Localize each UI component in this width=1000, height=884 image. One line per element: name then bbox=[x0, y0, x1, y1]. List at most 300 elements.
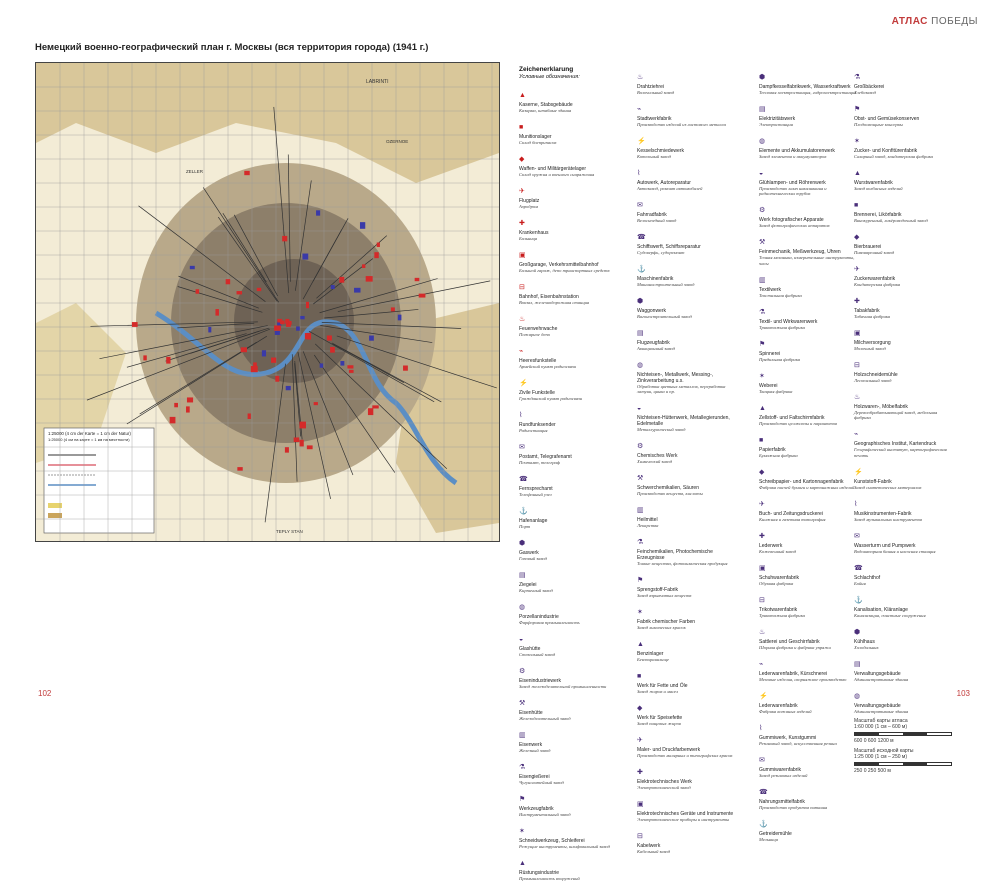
legend-heading: Zeichenerklarung bbox=[519, 66, 574, 73]
legend-item bbox=[759, 781, 857, 810]
legend-label-de: Kesselschmiedewerk bbox=[637, 148, 684, 154]
legend-label-ru: Меховые изделия, скорняжное производство bbox=[759, 676, 847, 682]
legend-label-ru: Ткацкая фабрика bbox=[759, 388, 793, 394]
legend-item bbox=[759, 130, 857, 159]
legend-item bbox=[637, 226, 735, 255]
legend-item bbox=[759, 685, 857, 714]
legend-label-ru: Вагоностроительный завод bbox=[637, 314, 692, 319]
legend-item bbox=[637, 397, 735, 432]
legend-label-ru: Завод фотографических аппаратов bbox=[759, 223, 830, 229]
legend-label-de: Feinchemikalien, Photochemische Erzeugnisse bbox=[637, 549, 713, 562]
map-facility-marker bbox=[285, 447, 289, 452]
legend-label-de: Weberei bbox=[759, 382, 778, 389]
legend-label-ru: Автозавод, ремонт автомобилей bbox=[637, 186, 703, 191]
legend-label-ru: Производство продуктов питания bbox=[759, 804, 828, 810]
lamp-icon: ◒ bbox=[759, 170, 764, 177]
legend-item bbox=[637, 569, 735, 598]
legend-item bbox=[854, 194, 952, 223]
legend-item bbox=[519, 596, 617, 625]
legend-item bbox=[637, 162, 735, 191]
bicycle-icon: ✉ bbox=[637, 202, 643, 209]
map-facility-marker bbox=[237, 291, 243, 294]
ammo-icon: ■ bbox=[519, 123, 524, 131]
iron-icon: ⚙ bbox=[519, 667, 526, 675]
rail-icon: ⊟ bbox=[519, 283, 525, 291]
legend-label-ru: Вокзал, железнодорожная станция bbox=[519, 299, 590, 305]
milk-icon: ▣ bbox=[854, 330, 861, 337]
admin-icon: ▤ bbox=[854, 660, 861, 668]
legend-item bbox=[759, 621, 857, 650]
legend-label-de: Großbäckerei bbox=[854, 84, 885, 90]
legend-label-ru: Производство целлюлозы и парашютов bbox=[759, 420, 837, 426]
scale-atlas-label: 1:60 000 (1 см – 600 м) bbox=[854, 724, 908, 731]
map-facility-marker bbox=[174, 403, 178, 407]
legend-label-de: Brennerei, Likörfabrik bbox=[854, 212, 902, 218]
map-facility-marker bbox=[274, 325, 281, 330]
map-facility-marker bbox=[307, 445, 313, 449]
legend-label-ru: Шорная фабрика и фабрика упряжи bbox=[759, 644, 831, 650]
brand-red: АТЛАС bbox=[891, 16, 928, 27]
legend-label-de: Kanalisation, Kläranlage bbox=[854, 606, 908, 613]
legend-column-4 bbox=[854, 66, 952, 774]
metal-icon: ◍ bbox=[637, 362, 644, 369]
legend-item bbox=[637, 290, 735, 319]
legend-label-de: Bierbrauerei bbox=[854, 244, 882, 250]
map-facility-marker bbox=[391, 307, 395, 311]
legend-label-de: Autowerk, Autoreparatur bbox=[637, 180, 691, 186]
electric-icon: ✚ bbox=[637, 769, 643, 777]
tool-icon: ⚑ bbox=[519, 795, 526, 803]
legend-label-ru: Винокуренный, ликёроводочный завод bbox=[854, 218, 928, 223]
shoe-icon: ▣ bbox=[759, 564, 766, 572]
instrument-icon: ▣ bbox=[637, 801, 644, 809]
legend-item bbox=[637, 258, 735, 287]
map-facility-marker bbox=[354, 288, 360, 293]
legend-label-de: Flugplatz bbox=[519, 197, 540, 204]
legend-item bbox=[637, 697, 735, 726]
plane-icon: ▤ bbox=[637, 330, 644, 337]
legend-label-de: Zivile Funkstelle bbox=[519, 389, 555, 396]
legend-label-ru: Завод жиров и масел bbox=[637, 689, 679, 695]
legend-label-ru: Машиностроительный завод bbox=[637, 282, 695, 287]
map-facility-marker bbox=[377, 243, 380, 247]
legend-label-de: Werkzeugfabrik bbox=[519, 805, 554, 812]
map-facility-marker bbox=[366, 276, 373, 282]
plastic-icon: ⚡ bbox=[854, 468, 863, 476]
map-facility-marker bbox=[277, 319, 282, 323]
legend-label-de: Werk für Fette und Öle bbox=[637, 683, 688, 690]
legend-label-de: Fernsprechamt bbox=[519, 485, 553, 492]
map-place-label: ZELLER bbox=[186, 169, 204, 174]
legend-label-de: Glashütte bbox=[519, 645, 541, 652]
legend-label-de: Kühlhaus bbox=[854, 638, 875, 645]
legend-item bbox=[637, 729, 735, 758]
legend-label-de: Schneidwerkzeug, Schleiferei bbox=[519, 837, 585, 844]
map-facility-marker bbox=[419, 294, 426, 298]
legend-item bbox=[519, 340, 617, 369]
map-facility-marker bbox=[368, 408, 373, 415]
legend-label-ru: Лекарства bbox=[637, 523, 659, 529]
legend-heading-ru: Условные обозначения: bbox=[519, 73, 580, 80]
carton-icon: ◆ bbox=[759, 468, 765, 476]
legend-item bbox=[854, 66, 952, 95]
legend-label-ru: Электротехнические приборы и инструменты bbox=[637, 817, 730, 823]
legend-label-ru: Газовый завод bbox=[519, 555, 547, 561]
tricot-icon: ⊟ bbox=[759, 596, 765, 604]
glass-icon: ◒ bbox=[519, 635, 524, 643]
legend-item bbox=[519, 116, 617, 145]
legend-label-ru: Текстильная фабрика bbox=[759, 292, 802, 298]
legend-label-de: Heilmittel bbox=[637, 517, 658, 524]
legend-label-ru: Завод резиновых изделий bbox=[759, 772, 808, 778]
acid-icon: ⚒ bbox=[637, 475, 644, 483]
legend-item bbox=[759, 66, 857, 95]
legend-item bbox=[637, 825, 735, 854]
scale-source bbox=[854, 748, 952, 774]
legend-item bbox=[854, 354, 952, 383]
bakery-icon: ⚗ bbox=[854, 74, 861, 81]
legend-item bbox=[519, 276, 617, 305]
legend-label-ru: Деревообрабатывающий завод, мебельная фабрика bbox=[854, 410, 938, 421]
legend-item bbox=[854, 258, 952, 287]
map-facility-marker bbox=[330, 347, 335, 353]
legend-label-de: Porzellanindustrie bbox=[519, 613, 559, 620]
legend-label-ru: Фарфоровая промышленность bbox=[519, 619, 580, 625]
legend-label-de: Sprengstoff-Fabrik bbox=[637, 587, 679, 594]
legend-label-ru: Металлургический завод bbox=[637, 427, 686, 433]
legend-label-de: Textil- und Wirkwarenwerk bbox=[759, 318, 818, 325]
boiler-icon: ⚡ bbox=[637, 138, 646, 145]
legend-label-ru: Велосипедный завод bbox=[637, 218, 677, 223]
legend-item bbox=[519, 532, 617, 561]
chem-icon: ⚙ bbox=[637, 443, 644, 451]
map-facility-marker bbox=[251, 366, 258, 372]
map-facility-marker bbox=[331, 285, 335, 289]
legend-label-de: Fahrradfabrik bbox=[637, 212, 667, 218]
candy-icon: ✈ bbox=[854, 266, 860, 273]
legend-label-de: Trikotwarenfabrik bbox=[759, 606, 798, 613]
camera-icon: ⚙ bbox=[759, 207, 766, 215]
map-facility-marker bbox=[257, 288, 261, 291]
legend-item bbox=[519, 692, 617, 721]
legend-label-ru: Производство изделий из листового металла bbox=[637, 122, 726, 127]
legend-label-ru: Завод колбасных изделий bbox=[854, 186, 903, 191]
broadcast-icon: ⌇ bbox=[519, 411, 523, 419]
scale-source-title: Масштаб исходной карты bbox=[854, 748, 914, 755]
legend-label-ru: Завод железоделательной промышленности bbox=[519, 683, 607, 689]
legend-label-ru: Завод элементов и аккумуляторов bbox=[759, 154, 827, 159]
machine-icon: ⚓ bbox=[637, 266, 646, 273]
legend-label-de: Textilwerk bbox=[759, 286, 781, 293]
legend-label-de: Verwaltungsgebäude bbox=[854, 702, 901, 709]
gas-icon: ⬢ bbox=[519, 539, 526, 547]
legend-label-ru: Трикотажная фабрика bbox=[759, 324, 805, 330]
map-facility-marker bbox=[286, 386, 291, 390]
legend-label-ru: Котельный завод bbox=[637, 154, 671, 159]
photo-icon: ⚗ bbox=[637, 539, 644, 547]
legend-column-1 bbox=[519, 66, 617, 884]
legend-label-ru: Завод химических красок bbox=[637, 625, 686, 631]
legend-label-ru: Волочильный завод bbox=[637, 90, 675, 95]
legend-label-de: Nahrungsmittelfabrik bbox=[759, 798, 805, 805]
legend-label-de: Nichteisen-Hüttenwerk, Metallegierunden, Edelmetalle bbox=[637, 415, 730, 428]
explosive-icon: ⚑ bbox=[637, 577, 644, 585]
legend-item bbox=[637, 194, 735, 223]
map-facility-marker bbox=[275, 331, 280, 335]
map-facility-marker bbox=[340, 361, 344, 366]
porcelain-icon: ◍ bbox=[519, 603, 526, 611]
legend-label-de: Bahnhof, Eisenbahnstation bbox=[519, 293, 579, 300]
legend-label-de: Rundfunksender bbox=[519, 421, 556, 428]
legend-item bbox=[759, 397, 857, 426]
legend-label-ru: Канализация, очистные сооружения bbox=[854, 612, 926, 618]
legend-item bbox=[854, 589, 952, 618]
legend-item bbox=[519, 436, 617, 465]
legend-label-ru: Почтамт, телеграф bbox=[519, 459, 561, 465]
map-facility-marker bbox=[296, 326, 300, 330]
post-icon: ✉ bbox=[519, 443, 525, 451]
legend-item bbox=[759, 589, 857, 618]
legend-label-ru: Трикотажная фабрика bbox=[759, 612, 805, 618]
legend-label-de: Papierfabrik bbox=[759, 446, 786, 453]
map-facility-marker bbox=[208, 327, 211, 332]
battery-icon: ◍ bbox=[759, 138, 766, 145]
legend-label-de: Glühlampen- und Röhrenwerk bbox=[759, 180, 826, 186]
legend-item bbox=[854, 557, 952, 586]
legend-label-ru: Кондитерская фабрика bbox=[854, 282, 901, 287]
legend-label-de: Drahtziehrei bbox=[637, 84, 664, 90]
legend-item bbox=[759, 365, 857, 394]
sugar-icon: ✶ bbox=[854, 138, 860, 145]
legend-label-de: Elektrizitätswerk bbox=[759, 116, 796, 122]
scale-source-bar bbox=[854, 762, 952, 766]
map-facility-marker bbox=[305, 333, 308, 339]
radio-civil-icon: ⚡ bbox=[519, 379, 528, 387]
paper-icon: ■ bbox=[759, 436, 764, 444]
legend-label-de: Buch- und Zeitungsdruckerei bbox=[759, 510, 823, 517]
legend-item bbox=[637, 793, 735, 822]
legend-label-ru: Судоверфь, судоремонт bbox=[637, 250, 685, 255]
legend-label-de: Gaswerk bbox=[519, 549, 539, 556]
legend-item bbox=[759, 301, 857, 330]
legend-label-de: Wasserturm und Pumpwerk bbox=[854, 542, 916, 549]
legend-label-de: Kunststoff-Fabrik bbox=[854, 478, 892, 485]
legend-item bbox=[854, 162, 952, 191]
map-facility-marker bbox=[316, 210, 320, 215]
grind-icon: ✶ bbox=[519, 827, 525, 835]
saw-icon: ⊟ bbox=[854, 362, 860, 369]
map-facility-marker bbox=[306, 302, 309, 308]
legend-item bbox=[637, 633, 735, 662]
legend-label-ru: Кабельный завод bbox=[637, 849, 671, 855]
legend-item bbox=[637, 601, 735, 630]
legend-item bbox=[854, 226, 952, 255]
cold-icon: ⬢ bbox=[854, 628, 861, 636]
legend-item bbox=[854, 423, 952, 458]
sheet-icon: ⌁ bbox=[637, 106, 642, 113]
map-facility-marker bbox=[299, 422, 306, 429]
saddle-icon: ♨ bbox=[759, 628, 766, 636]
map-facility-marker bbox=[237, 467, 242, 471]
legend-item bbox=[637, 467, 735, 496]
music-icon: ⌇ bbox=[854, 500, 858, 508]
legend-label-ru: Хлебозавод bbox=[854, 90, 876, 95]
legend-label-ru: Завод взрывчатых веществ bbox=[637, 593, 692, 599]
legend-label-ru: Бойня bbox=[854, 580, 866, 586]
foundry-icon: ⚗ bbox=[519, 763, 526, 771]
legend-label-ru: Химический завод bbox=[637, 459, 673, 465]
legend-item bbox=[854, 653, 952, 682]
legend-label-ru: Завод музыкальных инструментов bbox=[854, 516, 922, 522]
legend-label-ru: Тепловая электростанция, гидроэлектростанция bbox=[759, 90, 857, 95]
legend-label-de: Großgarage, Verkehrsmittelbahnhof bbox=[519, 261, 599, 268]
map-facility-marker bbox=[170, 417, 176, 423]
legend-label-ru: Плодоовощные консервы bbox=[854, 122, 903, 127]
legend-label-de: Holzwaren-, Möbelfabrik bbox=[854, 404, 908, 410]
legend-label-de: Verwaltungsgebäude bbox=[854, 670, 901, 677]
map-facility-marker bbox=[132, 322, 138, 327]
legend-label-ru: Завод синтетических материалов bbox=[854, 484, 922, 490]
legend-label-de: Elektrotechnisches Geräte und Instrumente bbox=[637, 811, 734, 818]
legend-label-de: Elemente und Akkumulatorenwerk bbox=[759, 148, 835, 154]
power2-icon: ▤ bbox=[759, 106, 766, 113]
paint-icon: ✶ bbox=[637, 609, 643, 617]
legend-label-de: Zellstoff- und Faltschirmfabrik bbox=[759, 414, 825, 421]
legend-label-de: Maschinenfabrik bbox=[637, 276, 674, 282]
legend-label-de: Holzschneidemühle bbox=[854, 372, 898, 378]
legend-label-ru: Географический институт, картографическая печать bbox=[854, 447, 947, 458]
legend-label-de: Hafenanlage bbox=[519, 517, 548, 524]
legend-label-de: Getreidemühle bbox=[759, 830, 792, 837]
scale-atlas bbox=[854, 718, 952, 744]
map-facility-marker bbox=[300, 440, 304, 447]
sewer-icon: ⚓ bbox=[854, 596, 863, 604]
fur-icon: ⌁ bbox=[759, 660, 764, 668]
map-facility-marker bbox=[275, 376, 279, 382]
map-place-label: TEPLY STAN bbox=[276, 529, 303, 534]
map-facility-marker bbox=[369, 336, 374, 341]
legend-label-ru: Тонкие вещества, фотохимическая продукция bbox=[637, 561, 728, 567]
scale-source-ticks: 250 0 250 500 м bbox=[854, 768, 891, 775]
legend-item bbox=[759, 98, 857, 127]
food-fat-icon: ◆ bbox=[637, 705, 643, 713]
legend-label-ru: Радиостанция bbox=[519, 427, 548, 433]
legend-label-de: Eisenhütte bbox=[519, 709, 543, 716]
legend-item bbox=[759, 557, 857, 586]
legend-item bbox=[854, 386, 952, 421]
phone-icon: ☎ bbox=[519, 475, 528, 483]
map-facility-marker bbox=[262, 350, 266, 356]
slaughter-icon: ☎ bbox=[854, 564, 863, 572]
spin-icon: ⚑ bbox=[759, 340, 766, 348]
legend-label-de: Krankenhaus bbox=[519, 229, 549, 236]
legend-label-de: Schwerchemikalien, Säuren bbox=[637, 485, 699, 492]
legend-label-ru: Водонапорная башня и насосная станция bbox=[854, 548, 936, 554]
legend-label-ru: Производство малярных и типографских красок bbox=[637, 753, 733, 759]
legend-item bbox=[637, 665, 735, 694]
legend-label-ru: Пивоваренный завод bbox=[854, 250, 895, 255]
legend-label-de: Geographisches Institut, Kartendruck bbox=[854, 441, 937, 448]
legend-item bbox=[759, 749, 857, 778]
legend-label-ru: Табачная фабрика bbox=[854, 314, 891, 319]
legend-label-de: Schlachthof bbox=[854, 574, 881, 581]
scale-atlas-bar bbox=[854, 732, 952, 736]
legend-label-de: Ziegelei bbox=[519, 581, 537, 588]
knit-icon: ⚗ bbox=[759, 308, 766, 316]
legend-label-ru: Режущие инструменты, шлифовальный завод bbox=[519, 843, 610, 849]
radio-icon: ⌁ bbox=[519, 347, 524, 355]
legend-label-de: Gummiwarenfabrik bbox=[759, 766, 801, 773]
legend-label-ru: Железный завод bbox=[519, 747, 551, 753]
legend-label-de: Feinmechanik, Meßwerkzeug, Uhren bbox=[759, 249, 841, 256]
legend-item bbox=[637, 435, 735, 464]
legend-label-de: Milchversorgung bbox=[854, 340, 891, 346]
map-drawing bbox=[36, 63, 499, 541]
mill-icon: ⚓ bbox=[759, 820, 768, 828]
legend-label-de: Werk für Speisefette bbox=[637, 715, 683, 722]
legend-item bbox=[759, 162, 857, 197]
map-facility-marker bbox=[190, 266, 195, 269]
legend-label-ru: Гражданский пункт радиосвязи bbox=[519, 395, 583, 401]
weave-icon: ✶ bbox=[759, 372, 765, 380]
distill-icon: ■ bbox=[854, 202, 859, 209]
legend-item bbox=[759, 461, 857, 490]
legend-label-de: Zucker- und Konfitürenfabrik bbox=[854, 148, 918, 154]
legend-label-ru: Бумажная фабрика bbox=[759, 452, 798, 458]
scale-atlas-title: Масштаб карты атласа bbox=[854, 718, 908, 725]
legend-item bbox=[637, 499, 735, 528]
map-facility-marker bbox=[415, 278, 420, 281]
legend-item bbox=[759, 493, 857, 522]
legend-label-ru: Инструментальный завод bbox=[519, 811, 571, 817]
legend-label-de: Lederwarenfabrik bbox=[759, 702, 798, 709]
legend-label-de: Kabelwerk bbox=[637, 843, 661, 850]
map-facility-marker bbox=[187, 397, 193, 402]
legend-label-de: Dampfkesselfabrikwerk, Wasserkraftwerk bbox=[759, 84, 851, 90]
map-facility-marker bbox=[294, 437, 300, 442]
legend-label-de: Heeresfunkstelle bbox=[519, 357, 557, 364]
legend-label-de: Obst- und Gemüsekonserven bbox=[854, 116, 920, 122]
legend-item bbox=[519, 660, 617, 689]
moscow-map bbox=[35, 62, 500, 542]
hospital-icon: ✚ bbox=[519, 219, 525, 227]
legend-item bbox=[519, 404, 617, 433]
legend-item bbox=[519, 212, 617, 241]
map-facility-marker bbox=[349, 370, 354, 373]
legend-label-de: Kaserne, Stabsgebäude bbox=[519, 101, 573, 108]
map-scale-text-ru: 1:25000 (4 см на карте = 1 км на местности) bbox=[48, 437, 130, 442]
food-icon: ☎ bbox=[759, 788, 768, 796]
legend-label-ru: Молочный завод bbox=[854, 346, 886, 351]
legend-label-ru: Точная механика, измерительные инструменты, часы bbox=[759, 255, 855, 266]
wire-icon: ♨ bbox=[637, 74, 644, 81]
legend-item bbox=[759, 199, 857, 228]
legend-label-de: Musikinstrumenten-Fabrik bbox=[854, 510, 912, 517]
map-title: Немецкий военно-географический план г. Москвы (вся территория города) (1941 г.) bbox=[35, 42, 429, 53]
page-number-right: 103 bbox=[956, 689, 970, 698]
legend-item bbox=[854, 621, 952, 650]
legend-label-ru: Электростанция bbox=[759, 122, 793, 127]
legend-item bbox=[519, 788, 617, 817]
map-facility-marker bbox=[196, 289, 199, 294]
legend-item bbox=[519, 500, 617, 529]
book-icon: ✈ bbox=[759, 500, 765, 508]
legend-label-ru: Резиновый завод, искусственная резина bbox=[759, 740, 837, 746]
power-icon: ⬢ bbox=[759, 74, 766, 81]
legend-label-de: Eisengießerei bbox=[519, 773, 550, 780]
legend-item bbox=[854, 98, 952, 127]
legend-label-ru: Армейский пункт радиосвязи bbox=[519, 363, 576, 369]
